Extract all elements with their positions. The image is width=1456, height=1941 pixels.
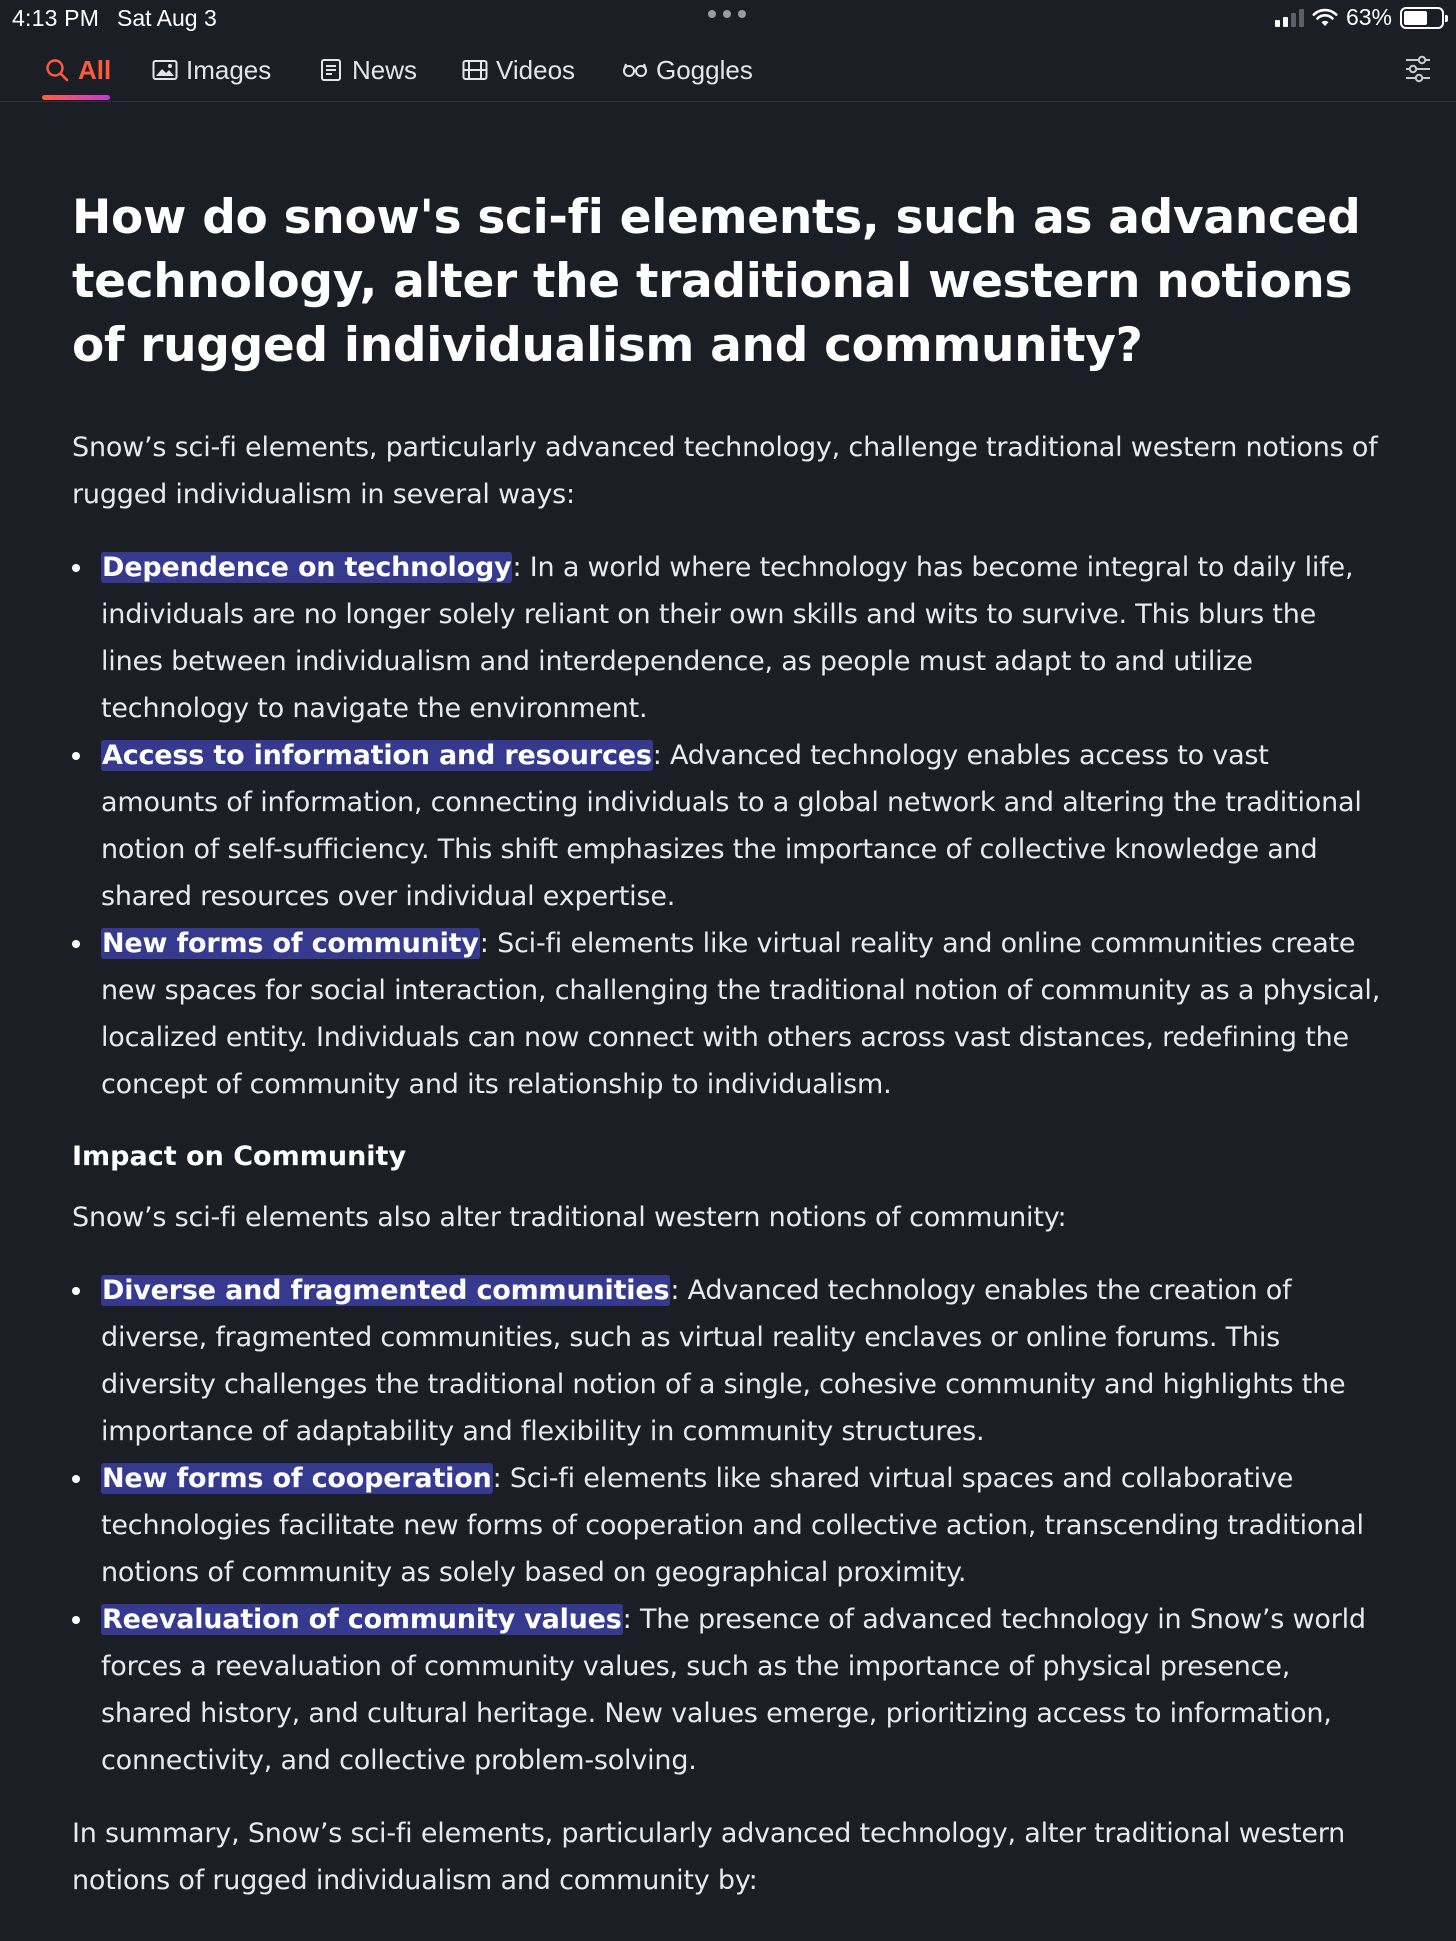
tab-goggles[interactable] <box>622 52 753 88</box>
tab-videos[interactable] <box>462 52 575 88</box>
tab-images[interactable] <box>152 52 271 88</box>
image-icon <box>152 57 178 83</box>
highlighted-term[interactable]: Access to information and resources <box>102 740 652 771</box>
signal-icon <box>1275 9 1304 27</box>
summary-paragraph: In summary, Snow’s sci-fi elements, particularly advanced technology, alter traditional western notions of rugged individualism and community by: <box>72 1818 1346 1896</box>
tab-goggles-label: Goggles <box>656 54 753 85</box>
list-item-text: : Sci-fi elements like shared virtual spaces and collaborative technologies facilitate new forms of cooperation and collective action, transcending traditional notions of community as solely based on geographical proximity. <box>101 1463 1364 1588</box>
tab-videos-label: Videos <box>496 54 576 85</box>
filter-settings-button[interactable] <box>1402 53 1434 85</box>
list-item <box>72 1455 1382 1596</box>
community-list <box>72 1267 1382 1784</box>
list-item-text: : Sci-fi elements like virtual reality and online communities create new spaces for social interaction, challenging the traditional notion of community as a physical, localized entity. Individuals can now connect with others across vast distances, redefining the concept of community and its relationship to individualism. <box>101 928 1381 1100</box>
list-item-text: : The presence of advanced technology in Snow’s world forces a reevaluation of community values, such as the importance of physical presence, shared history, and cultural heritage. New values emerge, prioritizing access to information, connectivity, and collective problem-solving. <box>101 1604 1366 1776</box>
list-item-text: : In a world where technology has become integral to daily life, individuals are no longer solely reliant on their own skills and wits to survive. This blurs the lines between individualism and interdependence, as people must adapt to and utilize technology to navigate the environment. <box>101 552 1354 724</box>
search-icon <box>44 57 70 83</box>
list-item <box>72 732 1382 920</box>
tab-images-label: Images <box>186 54 272 85</box>
status-time: 4:13 PM <box>12 5 100 31</box>
battery-percent: 63% <box>1345 4 1392 30</box>
wifi-icon <box>1312 8 1338 28</box>
answer-content <box>72 186 1382 1904</box>
tab-news[interactable] <box>318 52 417 88</box>
tab-news-label: News <box>352 54 418 85</box>
video-icon <box>462 57 488 83</box>
highlighted-term[interactable]: Reevaluation of community values <box>102 1604 622 1635</box>
multitasking-dots-icon[interactable] <box>708 10 746 18</box>
list-item-text: : Advanced technology enables the creation of diverse, fragmented communities, such as virtual reality enclaves or online forums. This diversity challenges the traditional notion of a single, cohesive community and highlights the importance of adaptability and flexibility in community structures. <box>101 1275 1346 1447</box>
status-bar <box>0 0 1456 36</box>
list-item-text: : Advanced technology enables access to vast amounts of information, connecting individuals to a global network and altering the traditional notion of self-sufficiency. This shift emphasizes the importance of collective knowledge and shared resources over individual expertise. <box>101 740 1362 912</box>
search-tabs <box>0 38 1456 102</box>
status-date: Sat Aug 3 <box>117 5 217 31</box>
active-tab-indicator <box>42 95 110 100</box>
section-intro-paragraph: Snow’s sci-fi elements also alter traditional western notions of community: <box>72 1202 1067 1233</box>
list-item <box>72 920 1382 1108</box>
list-item <box>72 1267 1382 1455</box>
battery-icon <box>1400 7 1444 29</box>
highlighted-term[interactable]: New forms of community <box>102 928 479 959</box>
section-heading: Impact on Community <box>72 1141 407 1172</box>
tab-all[interactable] <box>44 52 111 88</box>
news-icon <box>318 57 344 83</box>
sliders-icon <box>1402 53 1434 85</box>
highlighted-term[interactable]: New forms of cooperation <box>102 1463 492 1494</box>
goggles-icon <box>622 57 648 83</box>
highlighted-term[interactable]: Dependence on technology <box>102 552 512 583</box>
status-indicators <box>1275 4 1444 31</box>
list-item <box>72 544 1382 732</box>
tab-all-label: All <box>78 54 112 85</box>
highlighted-term[interactable]: Diverse and fragmented communities <box>102 1275 670 1306</box>
individualism-list <box>72 544 1382 1108</box>
page-title: How do snow's sci-fi elements, such as advanced technology, alter the traditional western notions of rugged individualism and community? <box>72 190 1361 373</box>
intro-paragraph: Snow’s sci-fi elements, particularly advanced technology, challenge traditional western notions of rugged individualism in several ways: <box>72 432 1378 510</box>
list-item <box>72 1596 1382 1784</box>
